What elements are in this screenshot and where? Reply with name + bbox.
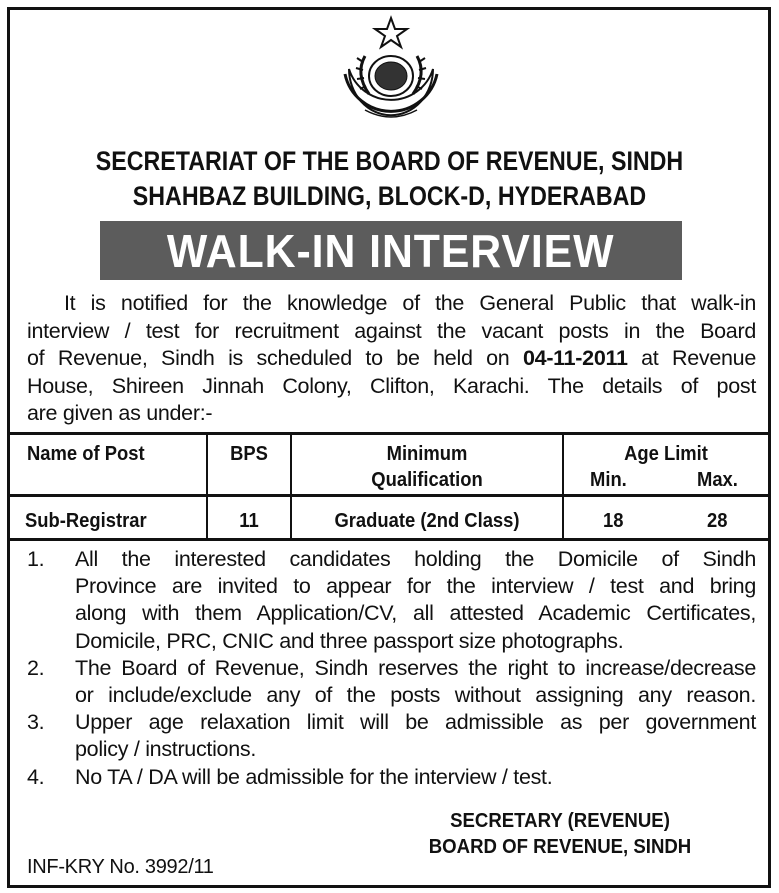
intro-paragraph	[27, 290, 756, 428]
header-organization: SECRETARIAT OF THE BOARD OF REVENUE, SINDH	[95, 146, 684, 176]
condition-item: 2. The Board of Revenue, Sindh reserves the right to increase/decrease or include/exclude any of the posts without assigning any reason.	[27, 655, 756, 708]
table-divider	[7, 538, 768, 541]
cell-qualification: Graduate (2nd Class)	[334, 510, 520, 532]
reference-number: INF-KRY No. 3992/11	[27, 856, 214, 878]
cell-max-age: 28	[707, 510, 728, 532]
header-qualification-2: Qualification	[371, 469, 483, 491]
condition-item: 4. No TA / DA will be admissible for the interview / test.	[27, 764, 553, 789]
table-divider	[290, 435, 292, 541]
cell-bps: 11	[239, 510, 259, 532]
cell-min-age: 18	[603, 510, 624, 532]
intro-line: House, Shireen Jinnah Colony, Clifton, Karachi. The details of post	[27, 373, 756, 398]
sindh-emblem-icon	[335, 14, 447, 132]
table-divider	[562, 435, 564, 541]
header-qualification: Minimum	[386, 443, 468, 465]
banner-title: WALK-IN INTERVIEW	[167, 224, 615, 277]
signature-title: SECRETARY (REVENUE)	[450, 810, 670, 832]
walk-in-interview-banner	[100, 221, 682, 280]
table-divider	[7, 494, 768, 497]
condition-item: 3. Upper age relaxation limit will be admissible as per government policy / instructions.	[27, 710, 756, 762]
condition-item: 1. All the interested candidates holding the Domicile of Sindh Province are invited to appear for the interview / test and bring along with them Application/CV, all attested Academic Certificates, Domicile, PRC, CNIC and three passport size photographs.	[27, 547, 756, 653]
conditions-list	[27, 546, 756, 791]
intro-line: of Revenue, Sindh is scheduled to be held on 04-11-2011 at Revenue	[27, 346, 756, 370]
header-name-of-post: Name of Post	[27, 443, 145, 465]
header-max: Max.	[697, 469, 738, 491]
cell-post-name: Sub-Registrar	[25, 510, 147, 532]
intro-line: interview / test for recruitment against the vacant posts in the Board	[27, 318, 756, 343]
header-min: Min.	[590, 469, 627, 491]
table-divider	[206, 435, 208, 541]
signature-office: BOARD OF REVENUE, SINDH	[428, 836, 692, 858]
interview-date: 04-11-2011	[523, 346, 628, 370]
posts-table	[7, 432, 768, 541]
intro-line: It is notified for the knowledge of the General Public that walk-in	[64, 291, 756, 315]
header-age-limit: Age Limit	[624, 443, 708, 465]
intro-line: are given as under:-	[27, 401, 213, 425]
header-bps: BPS	[230, 443, 268, 465]
header-address: SHAHBAZ BUILDING, BLOCK-D, HYDERABAD	[132, 181, 647, 211]
